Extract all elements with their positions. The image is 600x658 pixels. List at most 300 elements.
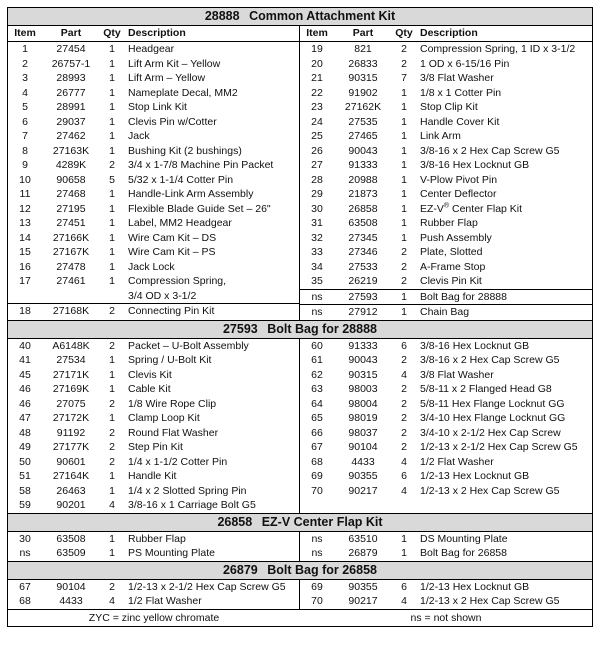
table-row xyxy=(300,202,592,217)
item-number: 48 xyxy=(19,426,31,439)
table-row xyxy=(300,274,592,289)
description: 1/2-13 Hex Locknut GB xyxy=(420,470,530,482)
part-number: 27195 xyxy=(56,202,86,215)
part-number: 26833 xyxy=(348,57,378,70)
description: Lift Arm – Yellow xyxy=(128,72,206,84)
part-number: 27534 xyxy=(56,354,86,366)
quantity: 2 xyxy=(401,383,407,395)
item-number: 20 xyxy=(311,57,323,70)
description: 1/2-13 x 2-1/2 Hex Cap Screw G5 xyxy=(420,441,578,453)
part-number: 27533 xyxy=(348,260,378,273)
part-number: 21873 xyxy=(348,188,378,200)
description: Rubber Flap xyxy=(128,532,186,545)
quantity xyxy=(100,289,124,304)
description: Jack Lock xyxy=(128,260,175,273)
part-number: 28991 xyxy=(56,101,86,113)
bolt-bag-title-band xyxy=(8,320,592,338)
flap-bolt-bag-left-rows xyxy=(8,580,299,609)
part-number: 27462 xyxy=(56,130,86,142)
description: 1/8 Wire Rope Clip xyxy=(128,397,217,410)
table-row xyxy=(300,231,592,246)
item-number: 58 xyxy=(19,484,31,497)
part-number: 90043 xyxy=(348,144,378,157)
description: Nameplate Decal, MM2 xyxy=(128,86,238,99)
flap-bolt-bag-right-rows xyxy=(300,580,592,609)
description: 5/8-11 Hex Flange Locknut GG xyxy=(420,397,565,410)
table-row xyxy=(300,245,592,260)
part-number: 27912 xyxy=(334,305,392,320)
table-row xyxy=(300,173,592,188)
quantity: 2 xyxy=(109,580,115,593)
item-number: 5 xyxy=(22,101,28,113)
item-number: 6 xyxy=(22,115,28,128)
registered-mark: ® xyxy=(443,202,450,209)
item-number: 67 xyxy=(311,441,323,453)
column-header-qty: Qty xyxy=(392,26,416,42)
table-header-row xyxy=(300,26,592,42)
kit-right-column xyxy=(300,26,592,320)
quantity: 1 xyxy=(392,305,416,320)
description: 1/2 Flat Washer xyxy=(128,595,202,607)
quantity: 2 xyxy=(109,159,115,171)
quantity: 6 xyxy=(401,470,407,482)
part-number: 90043 xyxy=(348,354,378,366)
quantity: 1 xyxy=(109,470,115,482)
item-number xyxy=(8,289,42,304)
part-number: 98004 xyxy=(348,397,378,410)
item-number: ns xyxy=(19,547,31,559)
quantity: 6 xyxy=(401,339,407,352)
item-number: 70 xyxy=(311,595,323,607)
table-row xyxy=(300,144,592,159)
item-number: 62 xyxy=(311,368,323,381)
quantity: 1 xyxy=(109,246,115,258)
table-row xyxy=(8,382,299,397)
description: Connecting Pin Kit xyxy=(124,304,299,319)
table-row xyxy=(300,187,592,202)
kit-title: Common Attachment Kit xyxy=(249,9,396,23)
quantity: 1 xyxy=(109,547,115,559)
description: Push Assembly xyxy=(420,231,492,244)
item-number: 2 xyxy=(22,57,28,70)
flap-bolt-bag-left-column xyxy=(8,580,300,609)
quantity: 1 xyxy=(392,289,416,305)
part-number: 63508 xyxy=(348,217,378,229)
description: DS Mounting Plate xyxy=(420,532,508,545)
description: V-Plow Pivot Pin xyxy=(420,173,498,186)
table-row xyxy=(8,115,299,130)
description: Link Arm xyxy=(420,130,461,142)
quantity: 1 xyxy=(109,43,115,55)
part-number: 27345 xyxy=(348,231,378,244)
table-row xyxy=(8,289,299,304)
description: Handle Cover Kit xyxy=(420,115,500,128)
table-row xyxy=(300,368,592,383)
quantity: 1 xyxy=(401,144,407,157)
description: 5/32 x 1-1/4 Cotter Pin xyxy=(128,173,234,186)
table-row xyxy=(300,546,592,561)
column-header-item: Item xyxy=(300,26,334,42)
quantity: 1 xyxy=(109,231,115,244)
table-row xyxy=(300,100,592,115)
item-number: 69 xyxy=(311,580,323,593)
table-row xyxy=(300,469,592,484)
quantity: 1 xyxy=(401,217,407,229)
table-row xyxy=(8,274,299,289)
description: PS Mounting Plate xyxy=(128,547,215,559)
part-number: 90315 xyxy=(348,72,378,84)
part-number: 63510 xyxy=(348,532,378,545)
item-number: 28 xyxy=(311,173,323,186)
item-number: 1 xyxy=(22,43,28,55)
item-number: 22 xyxy=(311,86,323,99)
item-number: 51 xyxy=(19,470,31,482)
quantity: 1 xyxy=(109,383,115,395)
quantity: 1 xyxy=(109,412,115,424)
table-row xyxy=(8,440,299,455)
item-number: ns xyxy=(311,547,323,559)
part-number: 90355 xyxy=(348,580,378,593)
flap-kit-title: EZ-V Center Flap Kit xyxy=(261,514,383,529)
table-row xyxy=(300,42,592,57)
part-number: 26777 xyxy=(56,86,86,99)
quantity: 2 xyxy=(109,426,115,439)
part-number: 4289K xyxy=(55,159,87,171)
item-number: 18 xyxy=(8,304,42,319)
flap-kit-title-band xyxy=(8,513,592,531)
item-number: 41 xyxy=(19,354,31,366)
flap-bolt-bag-right-column xyxy=(300,580,592,609)
item-number: 68 xyxy=(311,455,323,468)
flap-kit-section xyxy=(8,531,592,561)
legend-footer xyxy=(8,609,592,626)
table-row xyxy=(8,144,299,159)
item-number: 23 xyxy=(311,101,323,113)
part-number: 27177K xyxy=(52,441,90,453)
table-row xyxy=(8,260,299,275)
table-row xyxy=(300,115,592,130)
part-number: 98019 xyxy=(348,412,378,424)
table-row xyxy=(300,440,592,455)
table-row xyxy=(8,469,299,484)
kit-left-column xyxy=(8,26,300,320)
description: 3/8 Flat Washer xyxy=(420,72,494,84)
item-number: 46 xyxy=(19,397,31,410)
quantity: 6 xyxy=(401,580,407,593)
column-header-item: Item xyxy=(8,26,42,42)
part-number: 27164K xyxy=(52,470,90,482)
quantity: 1 xyxy=(109,484,115,497)
item-number: 63 xyxy=(311,383,323,395)
bolt-bag-left-column xyxy=(8,339,300,513)
description: Stop Link Kit xyxy=(128,101,187,113)
part-number: 91333 xyxy=(348,339,378,352)
table-row xyxy=(8,187,299,202)
part-number: 27535 xyxy=(348,115,378,128)
description: Clevis Kit xyxy=(128,368,172,381)
table-row xyxy=(8,368,299,383)
table-row xyxy=(300,382,592,397)
bolt-bag-title: Bolt Bag for 28888 xyxy=(267,321,377,336)
table-row xyxy=(300,86,592,101)
quantity: 1 xyxy=(401,532,407,545)
description: Handle-Link Arm Assembly xyxy=(128,188,254,200)
part-number: 27075 xyxy=(56,397,86,410)
item-number: 26 xyxy=(311,144,323,157)
table-row xyxy=(8,57,299,72)
table-row xyxy=(8,411,299,426)
bolt-bag-number: 27593 xyxy=(222,321,258,336)
part-number: 90315 xyxy=(348,368,378,381)
description: Headgear xyxy=(128,43,175,55)
part-number: 90217 xyxy=(348,595,378,607)
description: 1/2-13 x 2-1/2 Hex Cap Screw G5 xyxy=(128,580,286,593)
quantity: 2 xyxy=(401,397,407,410)
part-number: 27172K xyxy=(52,412,90,424)
quantity: 4 xyxy=(401,455,407,468)
part-number: 91333 xyxy=(348,159,378,171)
quantity: 1 xyxy=(401,188,407,200)
table-row xyxy=(8,353,299,368)
part-number: 27468 xyxy=(56,188,86,200)
part-number: 821 xyxy=(354,43,372,55)
item-number: 9 xyxy=(22,159,28,171)
bolt-bag-right-rows xyxy=(300,339,592,499)
part-number: 27162K xyxy=(344,101,382,113)
table-row xyxy=(8,42,299,57)
quantity: 1 xyxy=(109,144,115,157)
item-number: 32 xyxy=(311,231,323,244)
quantity: 2 xyxy=(109,441,115,453)
bolt-bag-left-rows xyxy=(8,339,299,513)
item-number: 15 xyxy=(19,246,31,258)
column-header-description: Description xyxy=(416,26,592,42)
item-number: 47 xyxy=(19,412,31,424)
part-number: 27593 xyxy=(334,289,392,305)
description: Clevis Pin w/Cotter xyxy=(128,115,217,128)
quantity: 1 xyxy=(109,275,115,287)
quantity: 2 xyxy=(100,304,124,319)
part-number: 90355 xyxy=(348,470,378,482)
column-header-part: Part xyxy=(42,26,100,42)
table-row xyxy=(8,173,299,188)
item-number: 30 xyxy=(311,202,323,215)
quantity: 1 xyxy=(109,217,115,229)
table-row xyxy=(8,245,299,260)
item-number: 3 xyxy=(22,72,28,84)
item-number: 11 xyxy=(19,188,31,200)
table-row xyxy=(8,580,299,595)
description: Wire Cam Kit – DS xyxy=(128,231,217,244)
part-number: 27451 xyxy=(56,217,86,229)
quantity: 2 xyxy=(109,455,115,468)
part-number: 4433 xyxy=(351,455,375,468)
description: 3/4-10 x 2-1/2 Hex Cap Screw xyxy=(420,426,561,439)
quantity: 1 xyxy=(109,115,115,128)
table-row xyxy=(300,532,592,547)
quantity: 4 xyxy=(401,484,407,497)
description: 3/8-16 x 1 Carriage Bolt G5 xyxy=(128,499,256,511)
kit-number: 28888 xyxy=(204,9,240,23)
part-number: 90104 xyxy=(348,441,378,453)
item-number: 10 xyxy=(19,173,31,186)
part-number: 91192 xyxy=(56,426,86,439)
quantity: 4 xyxy=(109,499,115,511)
item-number: 35 xyxy=(311,275,323,287)
table-row xyxy=(8,86,299,101)
table-row xyxy=(8,304,299,319)
part-number: 28993 xyxy=(56,72,86,84)
table-row xyxy=(300,426,592,441)
item-number: 50 xyxy=(19,455,31,468)
part-number: 27166K xyxy=(52,231,90,244)
quantity: 5 xyxy=(109,173,115,186)
parts-list-sheet xyxy=(7,7,593,627)
item-number: 13 xyxy=(19,217,31,229)
quantity: 1 xyxy=(109,202,115,215)
kit-right-rows xyxy=(300,42,592,320)
part-number: 90658 xyxy=(56,173,86,186)
table-row xyxy=(8,129,299,144)
quantity: 2 xyxy=(109,339,115,352)
quantity: 1 xyxy=(109,72,115,84)
table-row xyxy=(300,289,592,305)
table-row xyxy=(300,339,592,354)
quantity: 1 xyxy=(109,368,115,381)
quantity: 2 xyxy=(401,354,407,366)
table-row xyxy=(8,231,299,246)
table-row xyxy=(8,532,299,547)
part-number: 63508 xyxy=(56,532,86,545)
quantity: 4 xyxy=(109,595,115,607)
quantity: 1 xyxy=(109,188,115,200)
kit-left-table xyxy=(8,26,299,319)
item-number: 61 xyxy=(311,354,323,366)
item-number: 29 xyxy=(311,188,323,200)
table-row xyxy=(300,580,592,595)
part-number: 27461 xyxy=(56,275,86,287)
description: Handle Kit xyxy=(128,470,177,482)
table-row xyxy=(8,426,299,441)
item-number: 69 xyxy=(311,470,323,482)
description: Chain Bag xyxy=(416,305,592,320)
description: 3/4-10 Hex Flange Locknut GG xyxy=(420,412,566,424)
flap-kit-right-column xyxy=(300,532,592,561)
description: 1 OD x 6-15/16 Pin xyxy=(420,57,510,70)
quantity: 2 xyxy=(401,412,407,424)
table-row xyxy=(300,353,592,368)
kit-title-band xyxy=(8,8,592,25)
table-header-row xyxy=(8,26,299,42)
description: A-Frame Stop xyxy=(420,260,486,273)
part-number: 90217 xyxy=(348,484,378,497)
quantity: 2 xyxy=(401,441,407,453)
description: Label, MM2 Headgear xyxy=(128,217,232,229)
item-number: 40 xyxy=(19,339,31,352)
part-number: 20988 xyxy=(348,173,378,186)
description: Compression Spring, xyxy=(128,275,227,287)
item-number: 34 xyxy=(311,260,323,273)
description: Clevis Pin Kit xyxy=(420,275,482,287)
description: 1/8 x 1 Cotter Pin xyxy=(420,86,502,99)
description: Bushing Kit (2 bushings) xyxy=(128,144,242,157)
table-row xyxy=(300,260,592,275)
quantity: 1 xyxy=(401,202,407,215)
table-row xyxy=(8,71,299,86)
table-row xyxy=(300,129,592,144)
column-header-description: Description xyxy=(124,26,299,42)
description: 1/2 Flat Washer xyxy=(420,455,494,468)
table-row xyxy=(300,71,592,86)
table-row xyxy=(300,397,592,412)
quantity: 2 xyxy=(401,260,407,273)
quantity: 1 xyxy=(109,130,115,142)
description: Bolt Bag for 28888 xyxy=(416,289,592,305)
kit-right-table xyxy=(300,26,592,320)
item-number: 16 xyxy=(19,260,31,273)
table-row xyxy=(8,546,299,561)
part-number: 90601 xyxy=(56,455,86,468)
flap-kit-left-column xyxy=(8,532,300,561)
item-number: 17 xyxy=(19,275,31,287)
description: Round Flat Washer xyxy=(128,426,219,439)
item-number: 70 xyxy=(311,484,323,497)
quantity: 4 xyxy=(401,595,407,607)
item-number: 65 xyxy=(311,412,323,424)
quantity: 1 xyxy=(401,115,407,128)
description: 3/4 x 1-7/8 Machine Pin Packet xyxy=(128,159,274,171)
description: 1/4 x 1-1/2 Cotter Pin xyxy=(128,455,228,468)
description: 1/2-13 Hex Locknut GB xyxy=(420,580,530,593)
item-number: 45 xyxy=(19,368,31,381)
description: Bolt Bag for 26858 xyxy=(420,547,507,559)
column-header-part: Part xyxy=(334,26,392,42)
part-number: 26858 xyxy=(348,202,378,215)
table-row xyxy=(300,484,592,499)
part-number: 63509 xyxy=(56,547,86,559)
description: 3/8-16 x 2 Hex Cap Screw G5 xyxy=(420,354,560,366)
part-number xyxy=(42,289,100,304)
part-number: 26757-1 xyxy=(51,57,91,70)
quantity: 1 xyxy=(109,57,115,70)
part-number: 29037 xyxy=(56,115,86,128)
table-row xyxy=(300,305,592,320)
quantity: 1 xyxy=(109,354,115,366)
quantity: 2 xyxy=(109,397,115,410)
item-number: 30 xyxy=(19,532,31,545)
kit-left-rows xyxy=(8,42,299,319)
table-row xyxy=(8,339,299,354)
table-row xyxy=(300,57,592,72)
quantity: 1 xyxy=(401,130,407,142)
flap-bolt-bag-section xyxy=(8,579,592,609)
column-header-qty: Qty xyxy=(100,26,124,42)
flap-kit-left-rows xyxy=(8,532,299,561)
quantity: 2 xyxy=(401,57,407,70)
table-row xyxy=(8,455,299,470)
part-number: 27346 xyxy=(348,246,378,258)
bolt-bag-right-column xyxy=(300,339,592,513)
item-number: 7 xyxy=(22,130,28,142)
quantity: 2 xyxy=(401,43,407,55)
item-number: 4 xyxy=(22,86,28,99)
quantity: 2 xyxy=(401,246,407,258)
table-row xyxy=(8,100,299,115)
table-row xyxy=(300,594,592,609)
item-number: 68 xyxy=(19,595,31,607)
description: 3/8-16 Hex Locknut GB xyxy=(420,339,530,352)
description: 3/4 OD x 3-1/2 xyxy=(128,289,197,302)
